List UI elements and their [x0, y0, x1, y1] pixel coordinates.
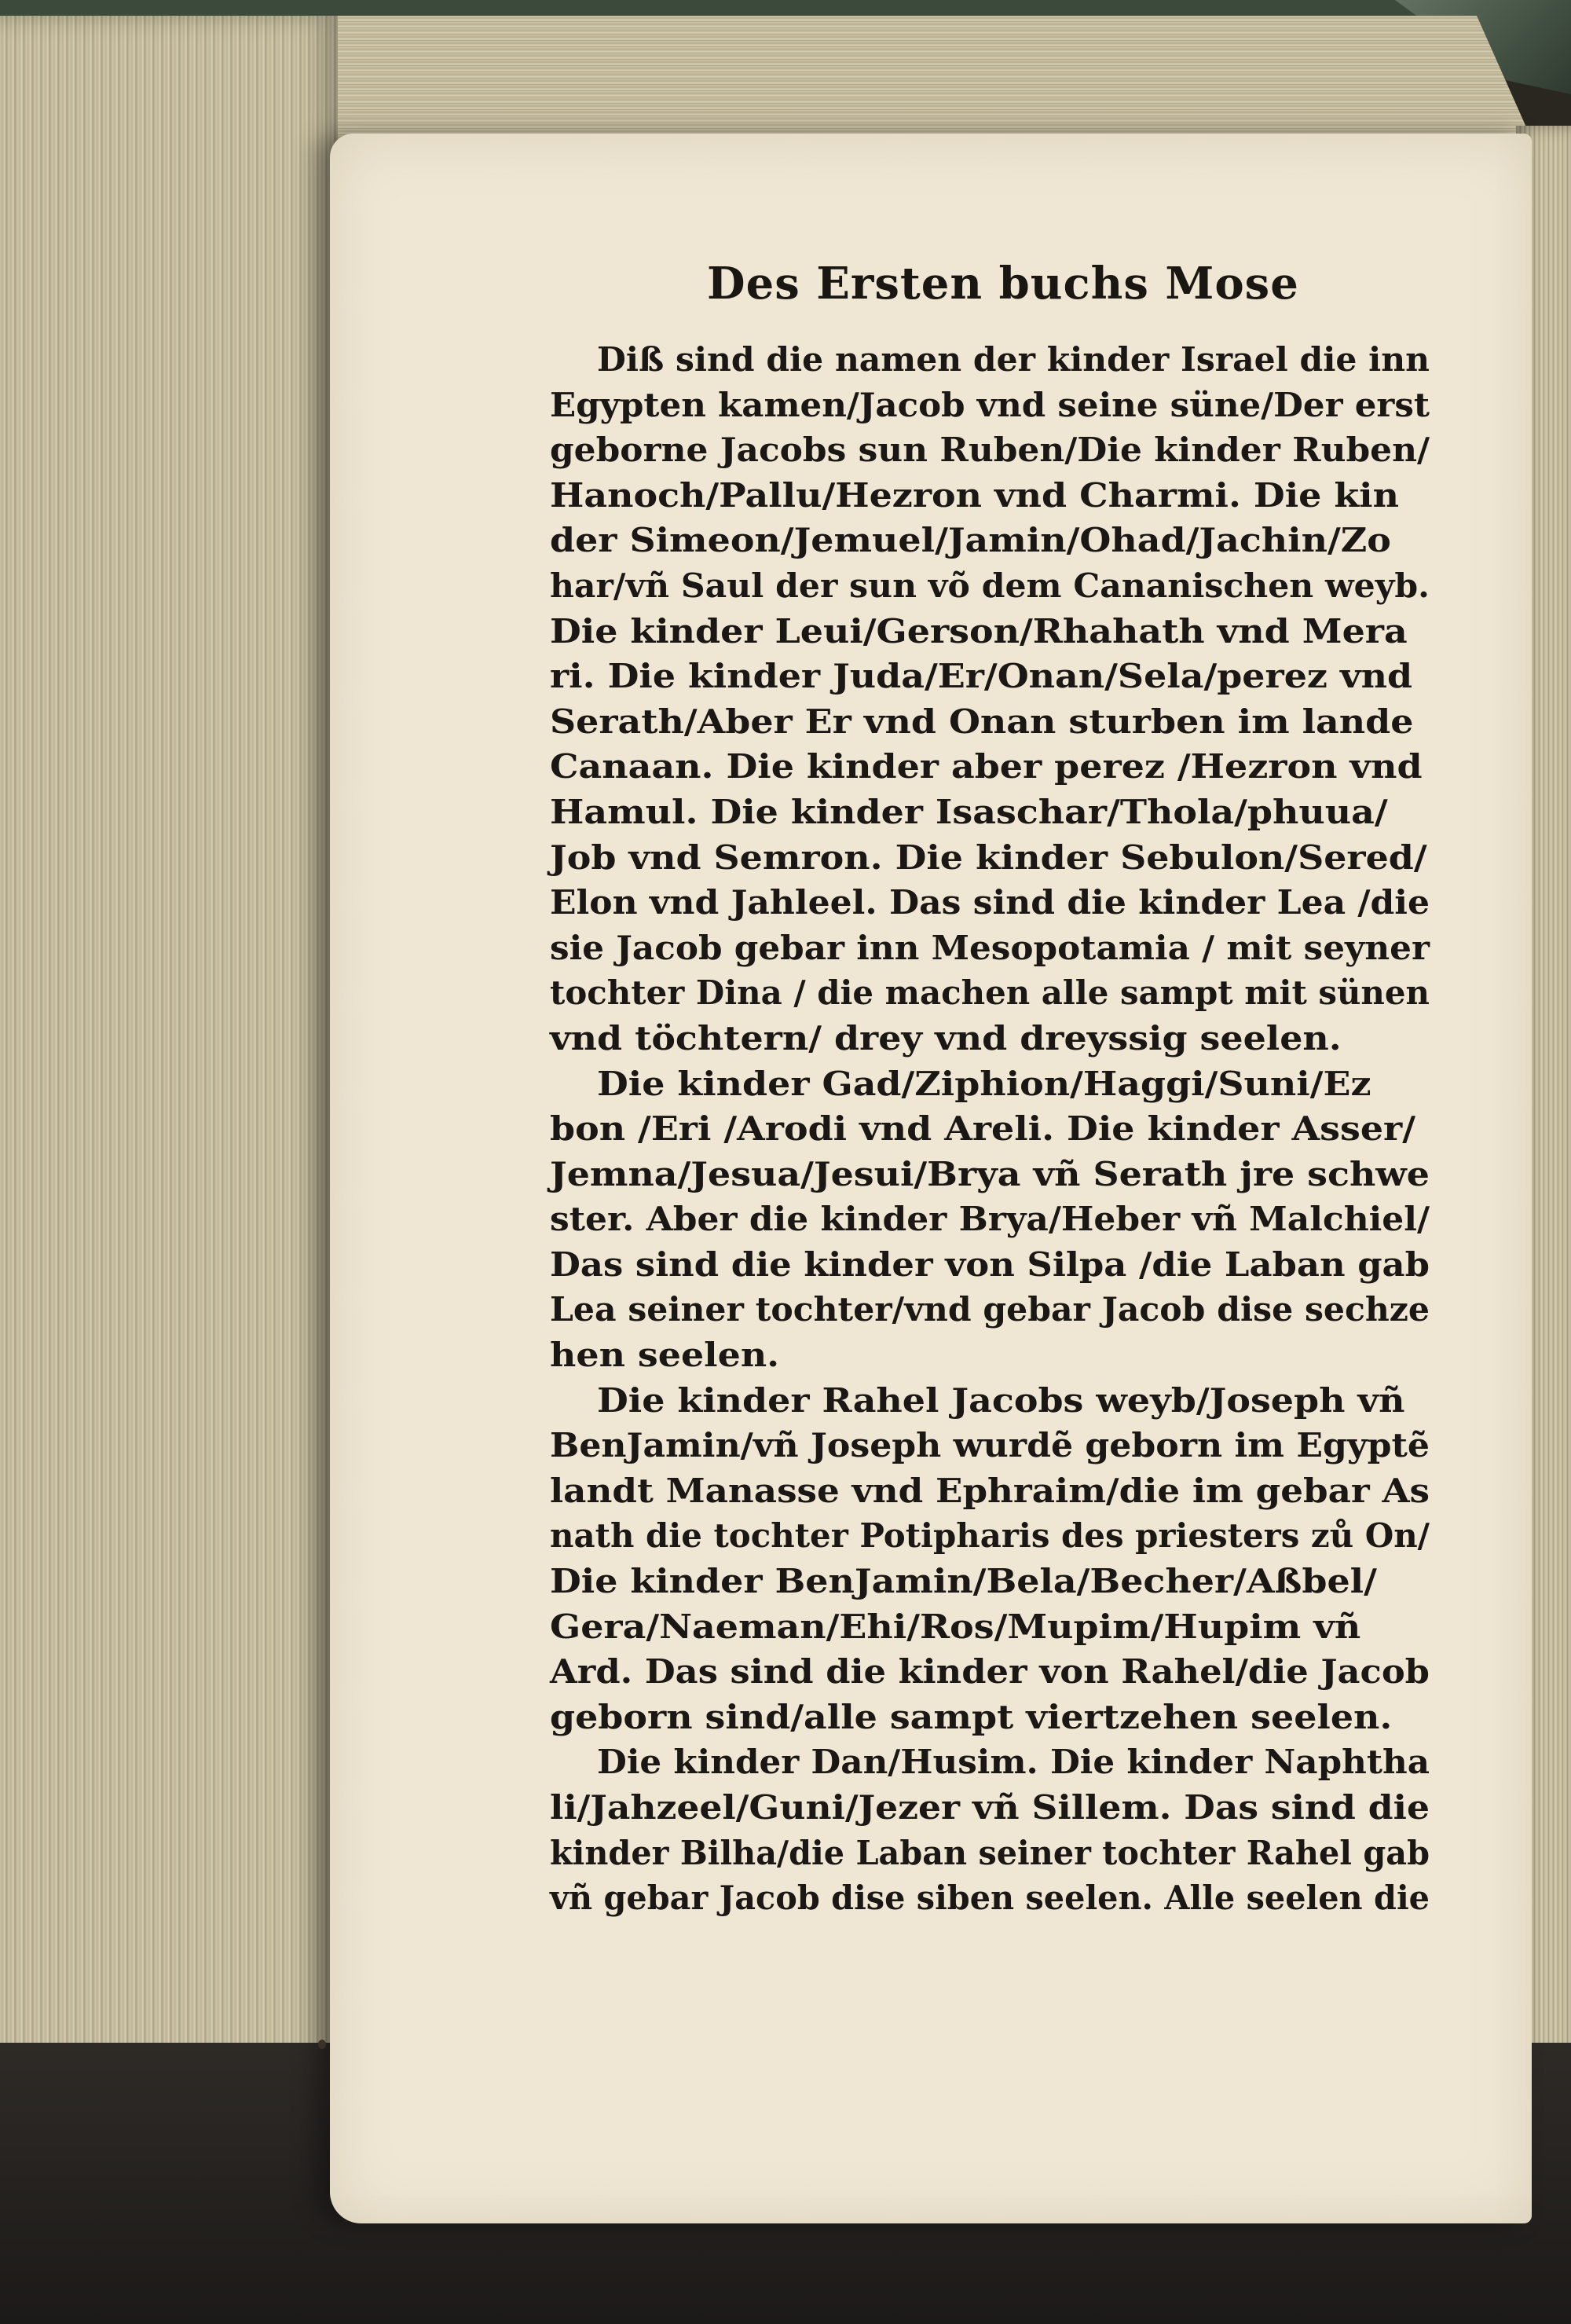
text-line: Jemna/Jesua/Jesui/Brya vñ Serath jre schwe	[550, 1154, 1430, 1194]
text-line: landt Manasse vnd Ephraim/die im gebar As	[550, 1471, 1430, 1511]
page-heading: Des Ersten buchs Mose	[707, 258, 1299, 310]
text-line: Das sind die kinder von Silpa /die Laban gab	[550, 1244, 1430, 1285]
text-line: sie Jacob gebar inn Mesopotamia / mit seyner	[550, 928, 1430, 968]
text-line: ri. Die kinder Juda/Er/Onan/Sela/perez vnd	[550, 657, 1413, 697]
page-edges-left	[0, 16, 338, 2239]
paragraph-2	[550, 1062, 1430, 1379]
text-line: vñ gebar Jacob dise siben seelen. Alle seelen die	[550, 1879, 1430, 1919]
text-line: Die kinder Leui/Gerson/Rhahath vnd Mera	[550, 611, 1408, 651]
text-line: Diß sind die namen der kinder Israel die inn	[597, 340, 1430, 379]
text-line: har/vñ Saul der sun võ dem Cananischen weyb.	[550, 566, 1430, 606]
text-line: kinder Bilha/die Laban seiner tochter Rahel gab	[550, 1833, 1430, 1873]
ink-speck	[318, 2040, 326, 2049]
text-line: Job vnd Semron. Die kinder Sebulon/Sered/	[550, 838, 1427, 878]
text-line: Ard. Das sind die kinder von Rahel/die Jacob	[550, 1652, 1430, 1692]
text-line: Serath/Aber Er vnd Onan sturben im lande	[550, 702, 1414, 742]
text-line: Egypten kamen/Jacob vnd seine süne/Der erst	[550, 385, 1430, 425]
text-line: Lea seiner tochter/vnd gebar Jacob dise sechze	[550, 1290, 1430, 1330]
text-line: Hanoch/Pallu/Hezron vnd Charmi. Die kin	[550, 475, 1399, 515]
text-line: geborne Jacobs sun Ruben/Die kinder Ruben/	[550, 431, 1430, 471]
text-line: Die kinder Gad/Ziphion/Haggi/Suni/Ez	[597, 1064, 1371, 1104]
text-line: nath die tochter Potipharis des priesters zů On/	[550, 1516, 1430, 1556]
text-line: Canaan. Die kinder aber perez /Hezron vnd	[550, 747, 1423, 787]
text-line: der Simeon/Jemuel/Jamin/Ohad/Jachin/Zo	[550, 521, 1391, 561]
text-line: geborn sind/alle sampt viertzehen seelen.	[550, 1697, 1393, 1737]
text-line: li/Jahzeel/Guni/Jezer vñ Sillem. Das sind die	[550, 1788, 1430, 1827]
text-line: hen seelen.	[550, 1336, 780, 1376]
text-line: ster. Aber die kinder Brya/Heber vñ Malchiel/	[550, 1200, 1430, 1240]
paragraph-3	[550, 1379, 1430, 1741]
text-line: tochter Dina / die machen alle sampt mit sünen	[550, 973, 1430, 1014]
page-text	[550, 338, 1430, 1922]
text-line: BenJamin/vñ Joseph wurdẽ geborn im Egyptẽ	[550, 1426, 1430, 1466]
text-line: Die kinder Rahel Jacobs weyb/Joseph vñ	[597, 1380, 1405, 1420]
text-line: Gera/Naeman/Ehi/Ros/Mupim/Hupim vñ	[550, 1607, 1361, 1647]
text-line: Elon vnd Jahleel. Das sind die kinder Lea /die	[550, 883, 1430, 923]
paragraph-4	[550, 1740, 1430, 1921]
text-line: Die kinder BenJamin/Bela/Becher/Aßbel/	[550, 1562, 1377, 1602]
text-line: bon /Eri /Arodi vnd Areli. Die kinder Asser/	[550, 1109, 1415, 1149]
paragraph-1	[550, 338, 1430, 1062]
text-line: vnd töchtern/ drey vnd dreyssig seelen.	[550, 1018, 1342, 1058]
text-line: Die kinder Dan/Husim. Die kinder Naphtha	[597, 1743, 1430, 1783]
text-line: Hamul. Die kinder Isaschar/Thola/phuua/	[550, 792, 1388, 832]
